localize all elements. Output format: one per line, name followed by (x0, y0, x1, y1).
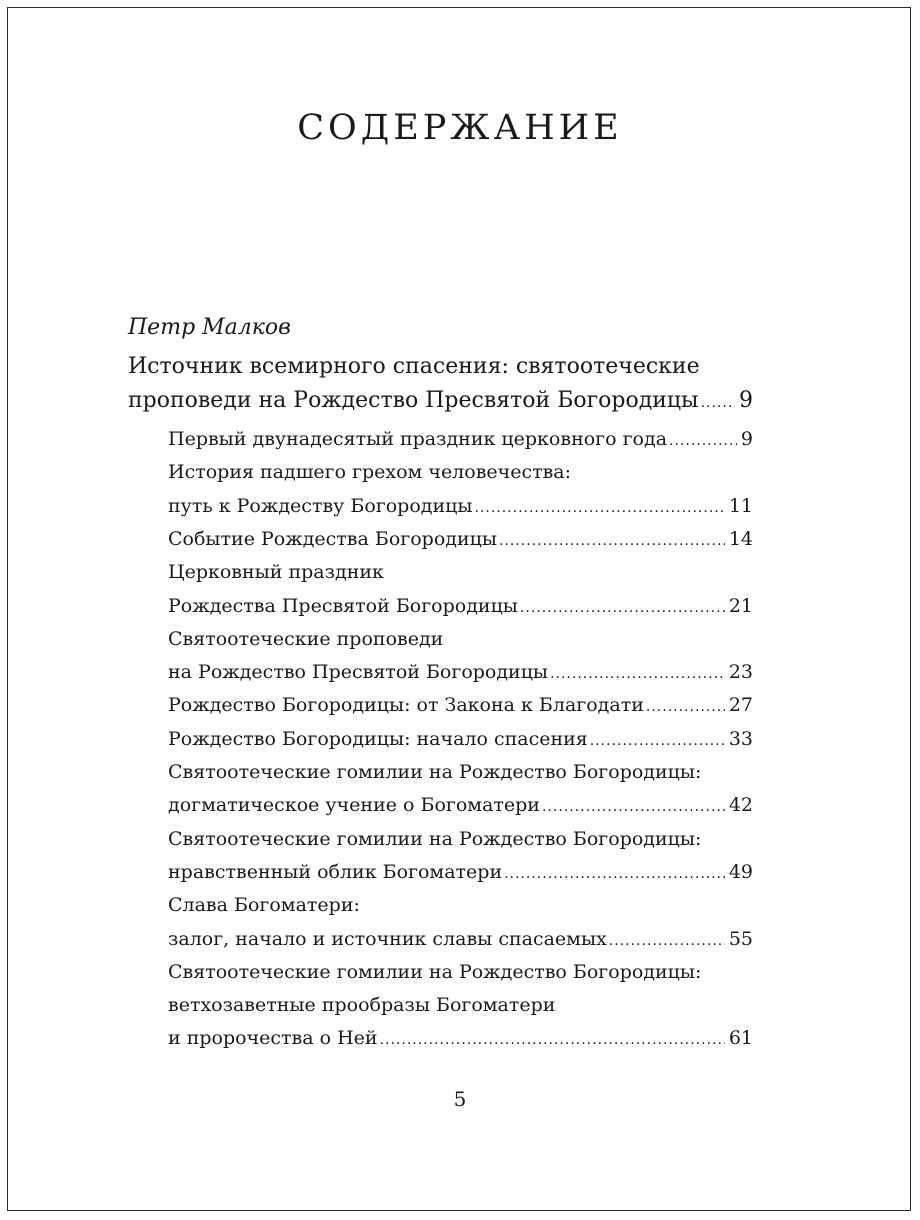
toc-entry[interactable] (168, 990, 753, 1020)
toc-entry-text: Святоотеческие гомилии на Рождество Богородицы: (168, 960, 702, 983)
toc-entry[interactable] (168, 957, 753, 987)
toc-entry-text: залог, начало и источник славы спасаемых (168, 927, 607, 950)
toc-entry[interactable] (168, 724, 753, 754)
toc-entry-page: 23 (728, 661, 753, 684)
toc-entry-text: Событие Рождества Богородицы (168, 527, 497, 550)
dot-leader (590, 726, 725, 756)
toc-entry-text: Рождество Богородицы: от Закона к Благодати (168, 694, 644, 717)
toc-entry[interactable] (168, 690, 753, 720)
toc-entry-text: догматическое учение о Богоматери (168, 794, 540, 817)
toc-entry-page: 27 (728, 694, 753, 717)
toc-entry-page: 11 (728, 494, 753, 517)
toc-entry-page: 42 (728, 794, 753, 817)
toc-entry-text: История падшего грехом человечества: (168, 461, 572, 484)
toc-entry[interactable] (168, 790, 753, 820)
toc-entry-text: на Рождество Пресвятой Богородицы (168, 661, 549, 684)
toc-entry-page: 55 (728, 927, 753, 950)
dot-leader (542, 792, 725, 822)
main-entry-line-1 (128, 350, 753, 384)
toc-entry[interactable] (168, 424, 753, 454)
toc-entry-text: Рождество Богородицы: начало спасения (168, 727, 588, 750)
toc-entry-text: Первый двунадесятый праздник церковного года (168, 428, 668, 450)
dot-leader (701, 386, 735, 420)
toc-entry-text: Святоотеческие гомилии на Рождество Богородицы: (168, 827, 702, 850)
toc-entry-text: нравственный облик Богоматери (168, 860, 503, 883)
toc-entry-text: Церковный праздник (168, 561, 384, 584)
toc-entry-page: 14 (728, 527, 753, 550)
toc-entry[interactable] (168, 924, 753, 954)
page-title: СОДЕРЖАНИЕ (297, 108, 623, 148)
toc-entry[interactable] (168, 824, 753, 854)
toc-entry-page: 49 (728, 860, 753, 883)
toc-entry-text: ветхозаветные прообразы Богоматери (168, 994, 556, 1017)
dot-leader (609, 926, 725, 956)
page-number: 5 (453, 1087, 467, 1111)
toc-entry[interactable] (168, 757, 753, 787)
dot-leader (669, 426, 737, 456)
dot-leader (504, 859, 725, 889)
toc-entry-page: 33 (728, 727, 753, 750)
main-entry-line-2 (128, 384, 753, 420)
dot-leader (550, 659, 725, 689)
toc-entry[interactable] (168, 1023, 753, 1053)
toc-entry[interactable] (168, 524, 753, 554)
toc-entry[interactable] (168, 557, 753, 587)
dot-leader (380, 1025, 725, 1055)
toc-entry-page: 61 (728, 1027, 753, 1050)
toc-entry-page: 9 (740, 428, 753, 450)
toc-entry[interactable] (168, 657, 753, 687)
main-entry-text: Источник всемирного спасения: святоотеческие (128, 354, 700, 379)
author-name: Петр Малков (128, 315, 291, 340)
main-entry-text: проповеди на Рождество Пресвятой Богородицы (128, 388, 699, 413)
toc-entry[interactable] (168, 857, 753, 887)
toc-entry[interactable] (168, 491, 753, 521)
toc-entry-page: 21 (728, 594, 753, 617)
toc-entry[interactable] (168, 591, 753, 621)
toc-entry[interactable] (168, 624, 753, 654)
toc-entry-text: и пророчества о Ней (168, 1027, 378, 1050)
dot-leader (520, 593, 725, 623)
dot-leader (499, 526, 725, 556)
dot-leader (646, 692, 725, 722)
toc-entry-text: путь к Рождеству Богородицы (168, 494, 473, 517)
dot-leader (474, 493, 724, 523)
toc-entry-text: Святоотеческие гомилии на Рождество Богородицы: (168, 761, 702, 783)
toc-entry[interactable] (168, 890, 753, 920)
main-entry-page: 9 (739, 388, 753, 413)
toc-entry-text: Рождества Пресвятой Богородицы (168, 594, 518, 617)
toc-entry-text: Слава Богоматери: (168, 894, 360, 917)
toc-entry[interactable] (168, 457, 753, 487)
toc-entry-text: Святоотеческие проповеди (168, 627, 444, 650)
